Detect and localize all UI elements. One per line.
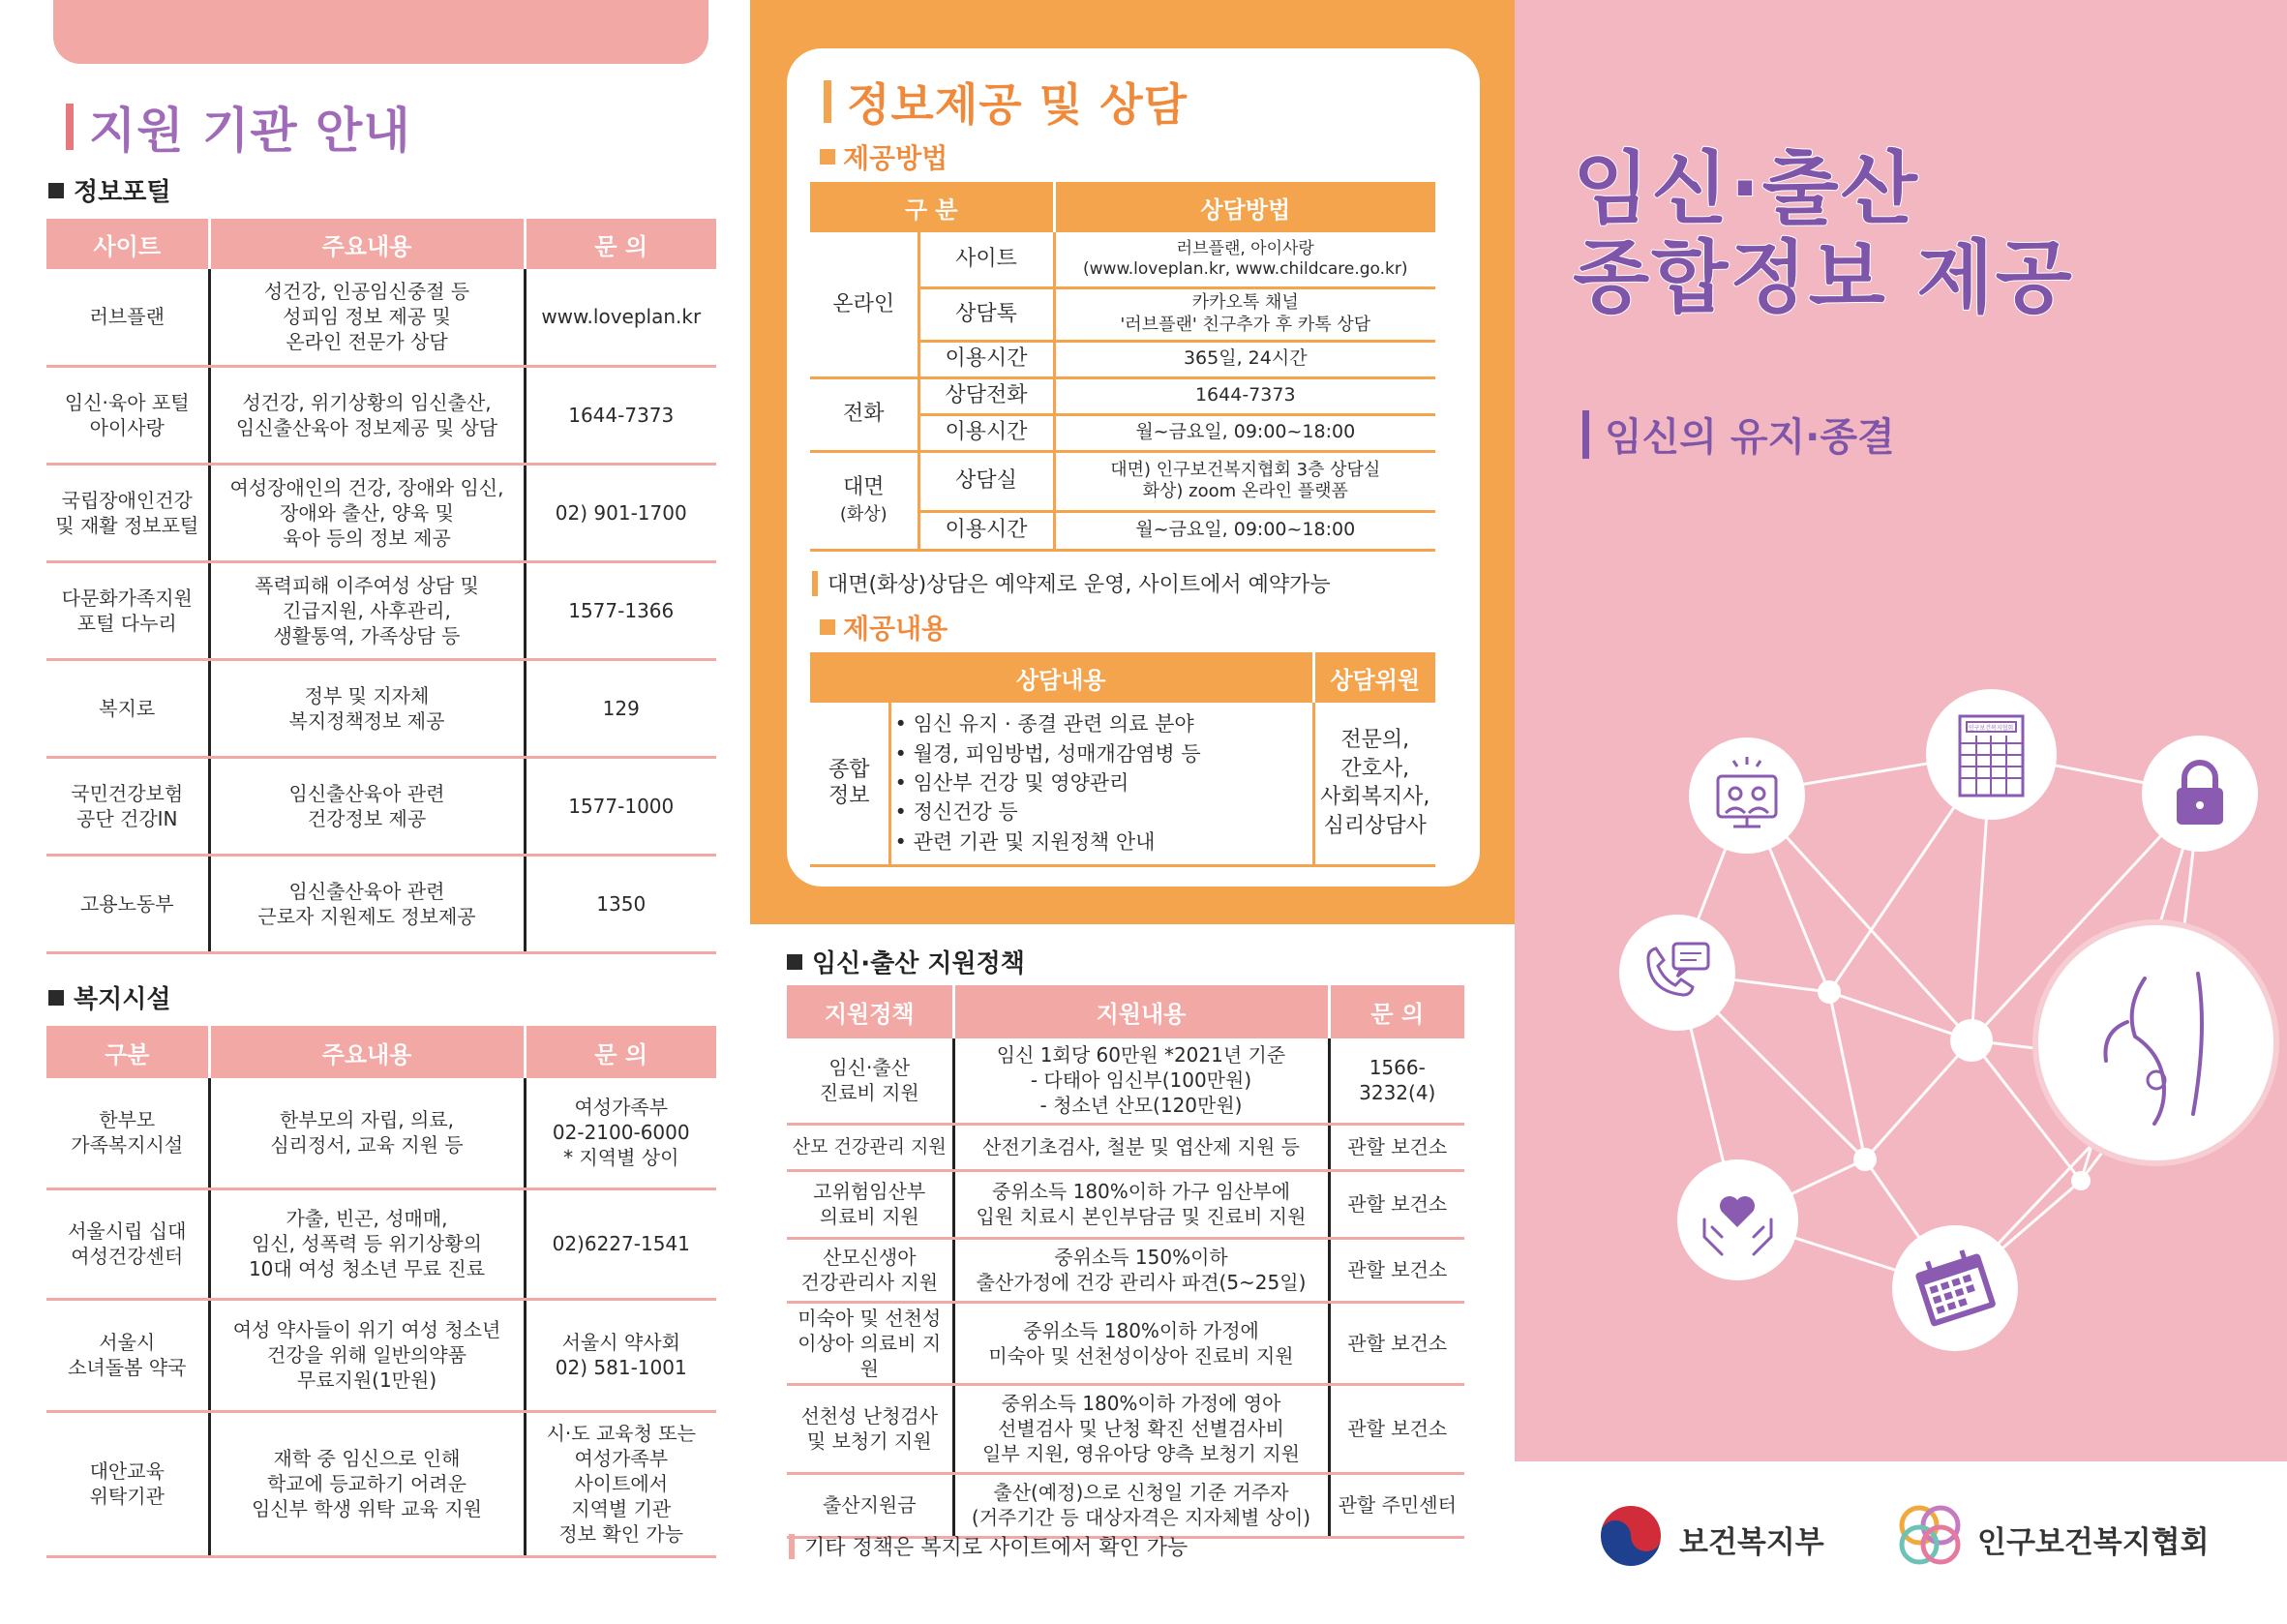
list-item: • 정신건강 등 [895, 797, 1309, 827]
col-header-site: 사이트 [46, 219, 209, 269]
policy-heading: 임신·출산 지원정책 [787, 944, 1025, 979]
table-row: 고용노동부 임신출산육아 관련 근로자 지원제도 정보제공 1350 [46, 855, 716, 952]
table-row: 서울시 소녀돌봄 약국 여성 약사들이 위기 여성 청소년 건강을 위해 일반의약품 무료지원(1만원) 서울시 약사회 02) 581-1001 [46, 1299, 716, 1411]
col-header-method: 상담방법 [1054, 182, 1435, 232]
col-header-category: 구분 [46, 1026, 209, 1078]
policy-note: 기타 정책은 복지로 사이트에서 확인 가능 [789, 1531, 1188, 1561]
pregnancy-icon [2032, 919, 2279, 1166]
col-header-contact: 문 의 [525, 1026, 716, 1078]
table-row: 고위험임산부 의료비 지원 중위소득 180%이하 가구 임산부에 입원 치료시 본인부담금 및 진료비 지원 관할 보건소 [787, 1170, 1464, 1238]
counseling-card [787, 48, 1480, 887]
table-row: 온라인 사이트 러브플랜, 아이사랑 (www.loveplan.kr, www.childcare.go.kr) [810, 232, 1435, 287]
square-bullet-icon [787, 954, 802, 970]
cover-title-line2: 종합정보 제공 [1573, 231, 2074, 324]
table-row: 대안교육 위탁기관 재학 중 임신으로 인해 학교에 등교하기 어려운 임신부 학생 위탁 교육 지원 시·도 교육청 또는 여성가족부 사이트에서 지역별 기관 정보 확인 가능 [46, 1411, 716, 1556]
section-title [66, 92, 411, 162]
method-heading: 제공방법 [820, 137, 948, 176]
col-header-content: 상담내용 [810, 652, 1313, 703]
lock-icon [2142, 736, 2258, 852]
table-row: 미숙아 및 선천성 이상아 의료비 지원 중위소득 180%이하 가정에 미숙아 및 선천성이상아 진료비 지원 관할 보건소 [787, 1302, 1464, 1384]
square-bullet-icon [820, 619, 835, 635]
phone-chat-icon [1619, 915, 1735, 1031]
col-header-category: 구 분 [810, 182, 1054, 232]
list-item: • 임신 유지 · 종결 관련 의료 분야 [895, 709, 1309, 738]
cover-title-line1: 임신·출산 [1573, 143, 1919, 235]
title-bar [66, 104, 74, 150]
calendar-icon [1892, 1225, 2018, 1351]
table-row: 러브플랜 성건강, 인공임신중절 등 성피임 정보 제공 및 온라인 전문가 상담 www.loveplan.kr [46, 269, 716, 366]
method-table [810, 182, 1435, 552]
ppfk-logo-text: 인구보건복지협회 [1977, 1525, 2210, 1560]
ppfk-logo-icon [1890, 1498, 1972, 1571]
policy-table [787, 985, 1464, 1539]
list-item: • 월경, 피임방법, 성매개감염병 등 [895, 739, 1309, 768]
top-tab-decoration [53, 0, 708, 64]
table-row: 이용시간 월~금요일, 09:00~18:00 [810, 511, 1435, 550]
panel-info-counseling [750, 0, 1515, 1624]
reservation-note: 대면(화상)상담은 예약제로 운영, 사이트에서 예약가능 [812, 568, 1331, 598]
table-row: 이용시간 365일, 24시간 [810, 341, 1435, 377]
mohw-logo-icon [1597, 1502, 1665, 1570]
list-item: • 임산부 건강 및 영양관리 [895, 768, 1309, 797]
welfare-table [46, 1026, 716, 1558]
table-row: 출산지원금 출산(예정)으로 신청일 기준 거주자 (거주기간 등 대상자격은 지자체별 상이) 관할 주민센터 [787, 1473, 1464, 1537]
counseling-title: 정보제공 및 상담 [824, 70, 1188, 134]
welfare-heading: 복지시설 [48, 979, 170, 1015]
portal-table [46, 219, 716, 954]
cover-subtitle: 임신의 유지·종결 [1582, 406, 1895, 462]
online-counseling-icon [1689, 737, 1805, 854]
table-row: 다문화가족지원 포털 다누리 폭력피해 이주여성 상담 및 긴급지원, 사후관리, 생활통역, 가족상담 등 1577-1366 [46, 561, 716, 659]
col-header-detail: 지원내용 [953, 985, 1329, 1038]
col-header-contact: 문 의 [1329, 985, 1464, 1038]
content-list [895, 709, 1309, 857]
table-row: 한부모 가족복지시설 한부모의 자립, 의료, 심리정서, 교육 지원 등 여성가족부 02-2100-6000 * 지역별 상이 [46, 1078, 716, 1188]
mohw-logo-text: 보건복지부 [1679, 1525, 1824, 1560]
square-bullet-icon [48, 183, 64, 198]
col-header-staff: 상담위원 [1313, 652, 1435, 703]
table-row: 산모신생아 건강관리사 지원 중위소득 150%이하 출산가정에 건강 관리사 파견(5~25일) 관할 보건소 [787, 1238, 1464, 1302]
content-heading: 제공내용 [820, 608, 948, 647]
col-header-content: 주요내용 [209, 219, 525, 269]
col-header-content: 주요내용 [209, 1026, 525, 1078]
table-row: 이용시간 월~금요일, 09:00~18:00 [810, 414, 1435, 451]
heart-hands-icon [1677, 1159, 1798, 1280]
square-bullet-icon [48, 990, 64, 1006]
hospital-sign-text: 인구보건복지협회 [1968, 725, 2014, 732]
col-header-contact: 문 의 [525, 219, 716, 269]
table-row: 산모 건강관리 지원 산전기초검사, 철분 및 엽산제 지원 등 관할 보건소 [787, 1124, 1464, 1170]
content-table [810, 652, 1435, 867]
list-item: • 관련 기관 및 지원정책 안내 [895, 827, 1309, 857]
table-row: 상담톡 카카오톡 채널 '러브플랜' 친구추가 후 카톡 상담 [810, 287, 1435, 341]
title-bar [824, 80, 831, 123]
col-header-policy: 지원정책 [787, 985, 953, 1038]
table-row: 대면 (화상) 상담실 대면) 인구보건복지협회 3층 상담실 화상) zoom 온라인 플랫폼 [810, 451, 1435, 511]
panel-support-agencies [0, 0, 750, 1624]
portal-table-header [46, 219, 716, 269]
table-row: 국립장애인건강 및 재활 정보포털 여성장애인의 건강, 장애와 임신, 장애와 출산, 양육 및 육아 등의 정보 제공 02) 901-1700 [46, 464, 716, 561]
section-title-text: 지원 기관 안내 [89, 103, 411, 159]
table-row: 선천성 난청검사 및 보청기 지원 중위소득 180%이하 가정에 영아 선별검사 및 난청 확진 선별검사비 일부 지원, 영유아당 양측 보청기 지원 관할 보건소 [787, 1384, 1464, 1473]
table-row: 전화 상담전화 1644-7373 [810, 377, 1435, 414]
portal-heading: 정보포털 [48, 172, 170, 208]
panel-cover [1515, 0, 2287, 1624]
table-row: 임신·출산 진료비 지원 임신 1회당 60만원 *2021년 기준 - 다태아 임신부(100만원) - 청소년 산모(120만원) 1566-3232(4) [787, 1038, 1464, 1124]
welfare-table-header [46, 1026, 716, 1078]
table-row: 국민건강보험 공단 건강IN 임신출산육아 관련 건강정보 제공 1577-1000 [46, 757, 716, 855]
table-row: 임신·육아 포털 아이사랑 성건강, 위기상황의 임신출산, 임신출산육아 정보제공 및 상담 1644-7373 [46, 366, 716, 464]
square-bullet-icon [820, 149, 835, 165]
table-row: 복지로 정부 및 지자체 복지정책정보 제공 129 [46, 659, 716, 757]
table-row: 서울시립 십대 여성건강센터 가출, 빈곤, 성매매, 임신, 성폭력 등 위기상황의 10대 여성 청소년 무료 진료 02)6227-1541 [46, 1188, 716, 1299]
hospital-building-icon [1926, 689, 2057, 820]
table-row: 종합 정보 • 임신 유지 · 종결 관련 의료 분야 • 월경, 피임방법, 성매개감염병 등 • 임산부 건강 및 영양관리 • 정신건강 등 • 관련 기관 및 지원정책 안내 전문의, 간호사, 사회복지사, 심리상담사 [810, 703, 1435, 865]
